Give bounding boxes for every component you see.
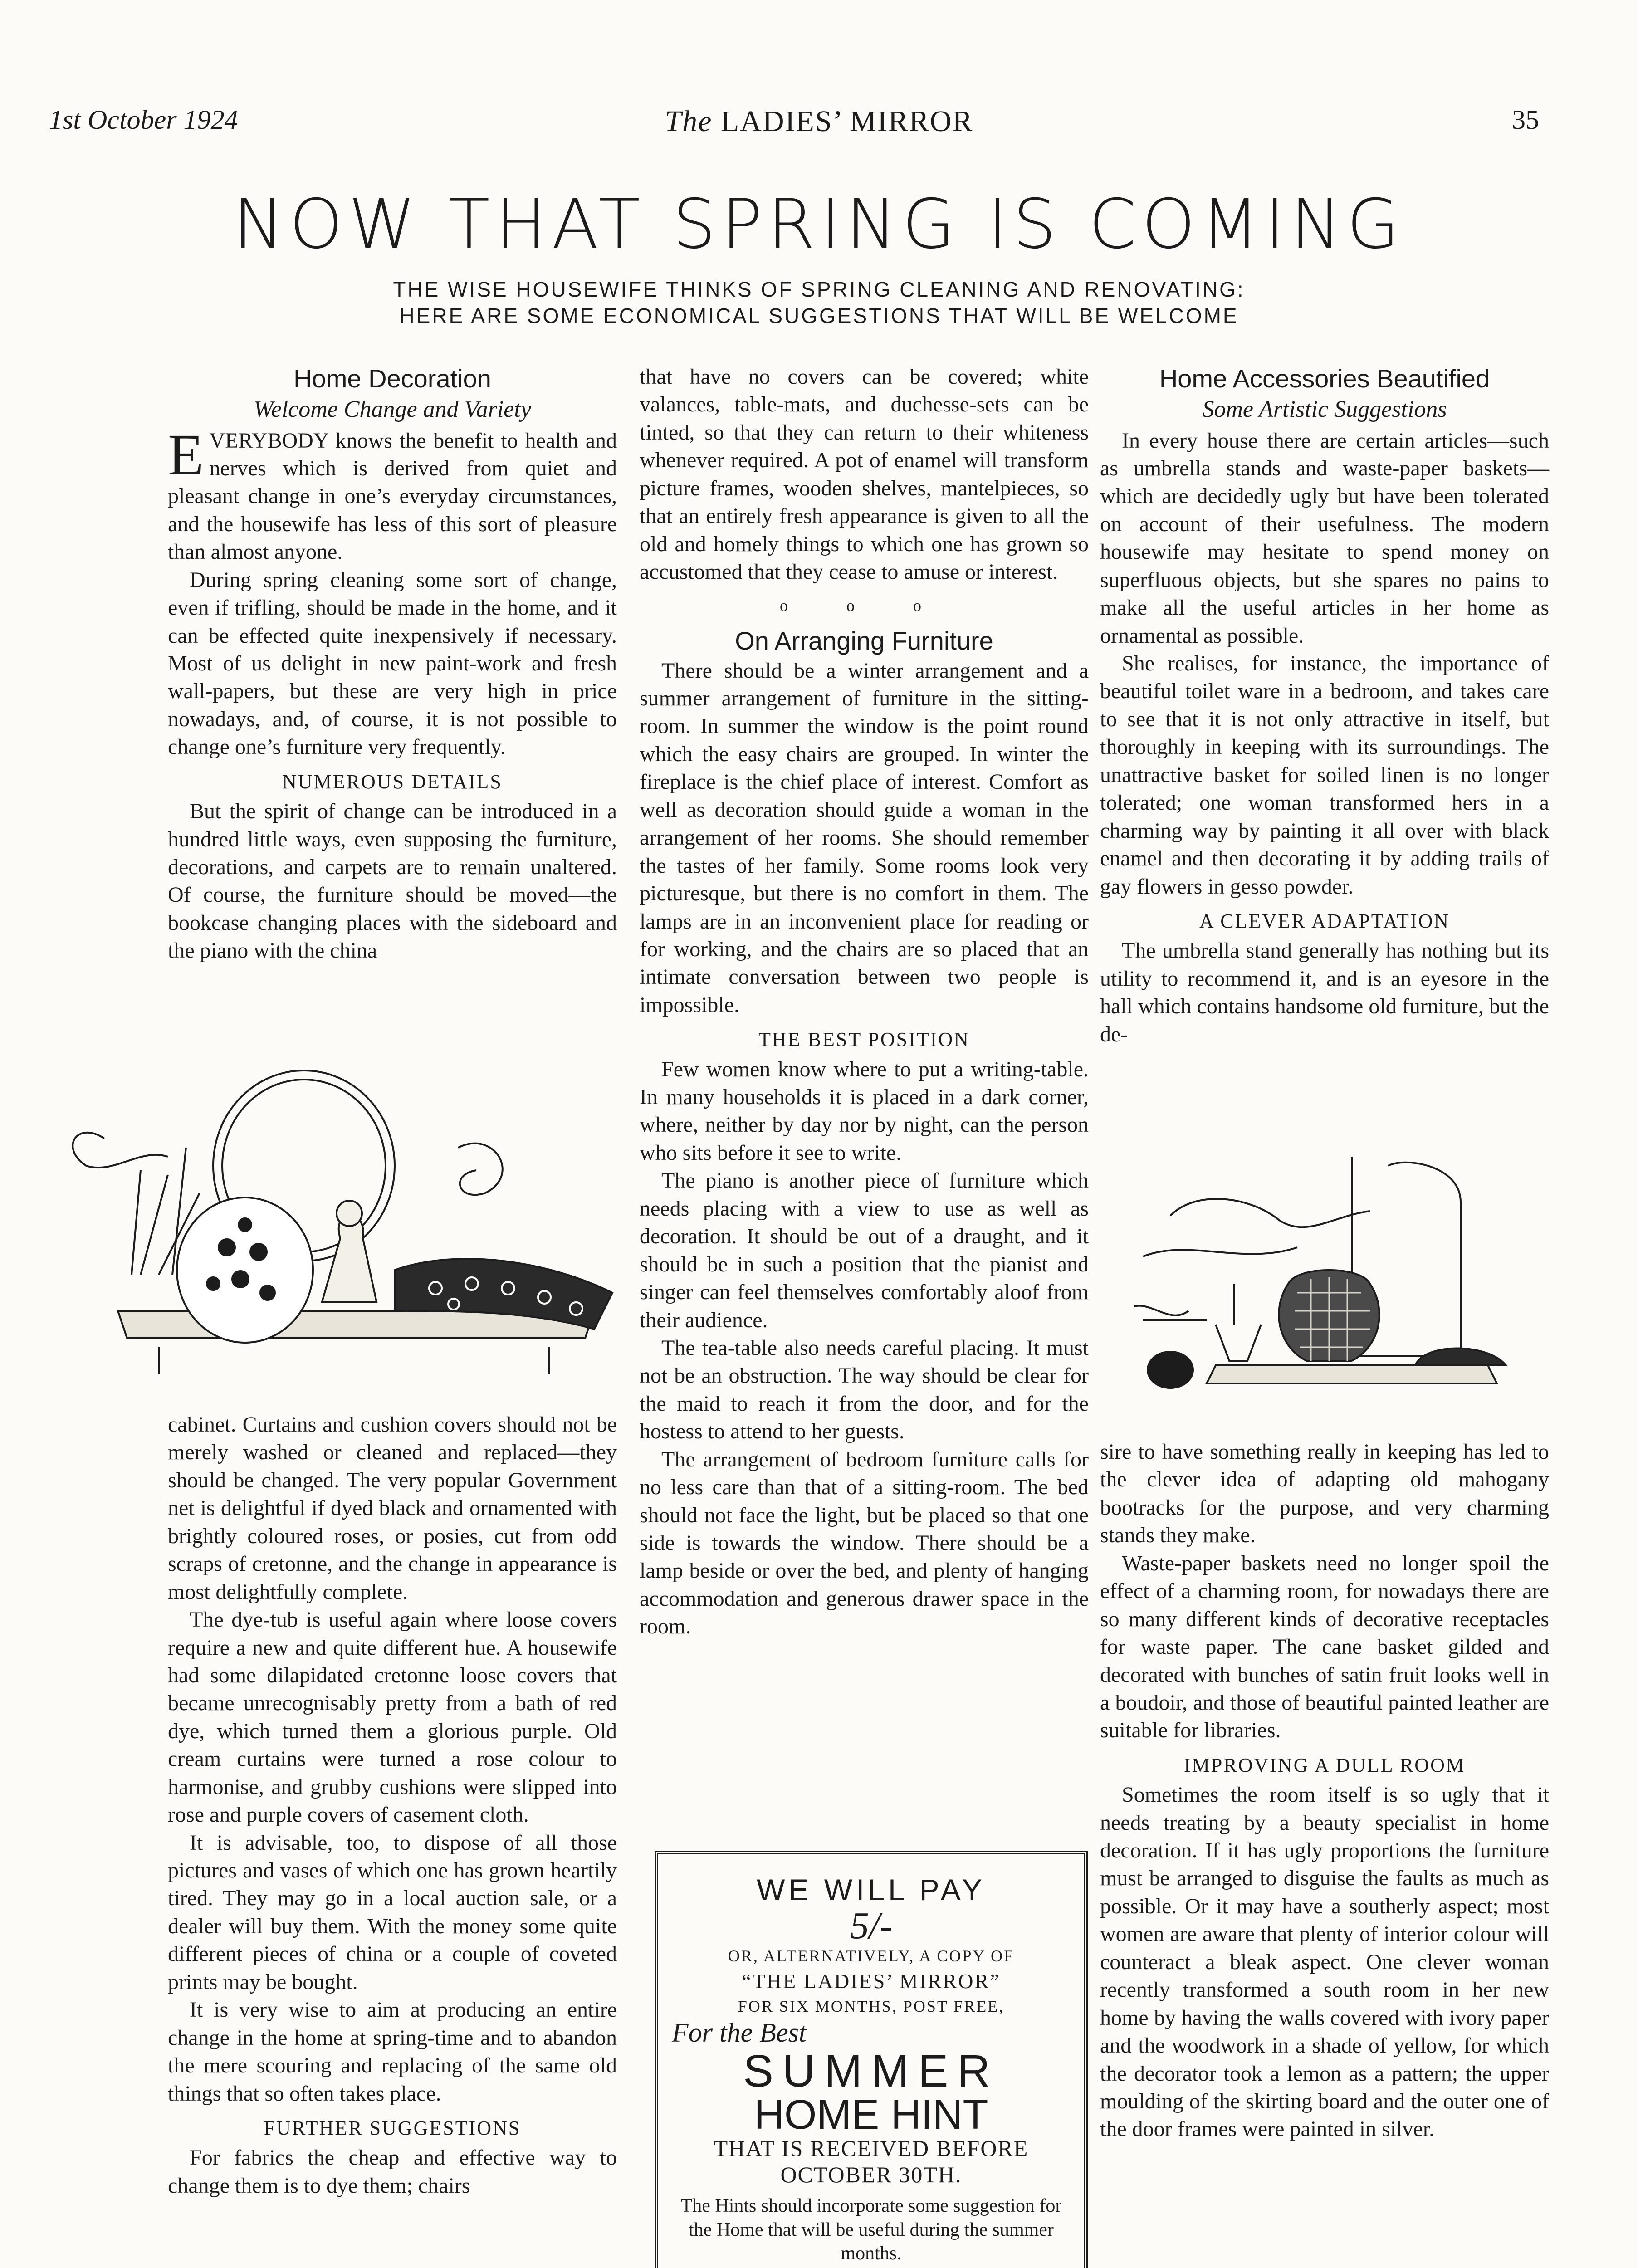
coupon-we-will-pay: WE WILL PAY (757, 1873, 986, 1906)
section-subtitle-welcome-change: Welcome Change and Variety (254, 396, 531, 422)
magazine-title (0, 104, 1638, 139)
prize-coupon-box (655, 1851, 1088, 2268)
section-ornament: o o o (780, 596, 949, 615)
paragraph: The piano is another piece of furniture which needs placing with a view to use as well as decoration. It should be out of a draught, and it should be in such a position that the pianist and singer can feel themselves comfortably aloof from their audience. (640, 1168, 1089, 1332)
column-2 (640, 363, 1089, 1641)
paragraph: But the spirit of change can be introduced in a hundred little ways, even supposing the furniture, decorations, and carpets are to remain unaltered. Of course, the furniture should be moved—the bookcase changing places with the sideboard and the piano with the china (168, 799, 617, 963)
subhead-best-position: THE BEST POSITION (758, 1028, 970, 1051)
coupon-amount: 5/- (850, 1905, 893, 1947)
paragraph: Waste-paper baskets need no longer spoil the effect of a charming room, for nowadays there are so many different kinds of decorative receptacles for waste paper. The cane basket gilded and decorated with bunches of satin fruit looks well in a boudoir, and those of beautiful painted leather are suitable for libraries. (1100, 1551, 1549, 1743)
paragraph: sire to have something really in keeping has led to the clever idea of adapting old mahogany bootracks for the purpose, and very charming stands they make. (1100, 1440, 1549, 1548)
coupon-alt-line-2: “THE LADIES’ MIRROR” (742, 1969, 1001, 1993)
deck-line-2: HERE ARE SOME ECONOMICAL SUGGESTIONS THAT WILL BE WELCOME (399, 303, 1239, 327)
coupon-note: The Hints should incorporate some suggestion for the Home that will be useful during the summer months. (680, 2195, 1062, 2264)
section-title-home-accessories: Home Accessories Beautified (1159, 364, 1490, 393)
paragraph: The umbrella stand generally has nothing but its utility to recommend it, and is an eyesore in the hall which contains handsome old furniture, but the de- (1100, 938, 1549, 1046)
drop-cap: E (168, 422, 204, 488)
deck-line-1: THE WISE HOUSEWIFE THINKS OF SPRING CLEANING AND RENOVATING: (393, 278, 1245, 301)
paragraph: There should be a winter arrangement and a summer arrangement of furniture in the sitting-room. In summer the window is the point round which the easy chairs are grouped. In winter the fireplace is the chief place of interest. Comfort as well as decoration should guide a woman in the arrangement of her rooms. She should remember the tastes of her family. Some rooms look very picturesque, but there is no comfort in them. The lamps are in an inconvenient place for reading or for working, and the chairs are so placed that an intimate conversation between two people is impossible. (640, 658, 1089, 1017)
paragraph: The dye-tub is useful again where loose covers require a new and quite different hue. A housewife had some dilapidated cretonne loose covers that became unrecognisably pretty from a bath of red dye, which turned them a glorious purple. Old cream curtains were turned a rose colour to harmonise, and grubby cushions were slipped into rose and purple covers of casement cloth. (168, 1608, 617, 1827)
paragraph: The arrangement of bedroom furniture calls for no less care than that of a sitting-room. The bed should not face the light, but be placed so that one side is towards the window. There should be a lamp beside or over the bed, and plenty of hanging accommodation and generous drawer space in the room. (640, 1447, 1089, 1639)
section-subtitle-artistic-suggestions: Some Artistic Suggestions (1202, 396, 1447, 422)
coupon-for-the-best: For the Best (672, 2018, 807, 2048)
paragraph: The tea-table also needs careful placing. It must not be an obstruction. The way should be clear for the maid to reach it from the door, and for the hostess to attend to her guests. (640, 1335, 1089, 1444)
vase-illustration (1116, 1148, 1547, 1402)
coupon-condition-2: OCTOBER 30TH. (780, 2161, 962, 2187)
subhead-improving-dull-room: IMPROVING A DULL ROOM (1184, 1754, 1465, 1776)
paragraph: It is very wise to aim at producing an entire change in the home at spring-time and to abandon the mere scouring and replacing of the same old things that so often takes place. (168, 1998, 617, 2106)
section-title-home-decoration: Home Decoration (293, 364, 491, 393)
paragraph: Few women know where to put a writing-table. In many households it is placed in a dark corner, where, neither by day nor by night, can the person who sits before it see to write. (640, 1057, 1089, 1165)
paragraph: cabinet. Curtains and cushion covers should not be merely washed or cleaned and replaced—they should be changed. The very popular Government net is delightful if dyed black and ornamented with brightly coloured roses, or posies, cut from odd scraps of cretonne, and the change in appearance is most delightfully complete. (168, 1413, 617, 1604)
column-1-top (168, 363, 617, 965)
article-deck (0, 277, 1638, 329)
still-life-illustration (50, 1057, 653, 1420)
running-head (0, 104, 1638, 141)
column-1-bottom (168, 1411, 617, 2200)
coupon-condition-1: THAT IS RECEIVED BEFORE (714, 2136, 1029, 2161)
paragraph: that have no covers can be covered; white valances, table-mats, and duchesse-sets can be tinted, so that they can return to their whiteness whenever required. A pot of enamel will transform picture frames, wooden shelves, mantelpieces, so that an entirely fresh appearance is given to all the old and homely things to which one has grown so accustomed that they cease to amuse or interest. (640, 365, 1089, 584)
paragraph: It is advisable, too, to dispose of all those pictures and vases of which one has grown heartily tired. They may go in a local auction sale, or a dealer will buy them. With the money some quite different pieces of china or a couple of coveted prints may be bought. (168, 1830, 617, 1994)
magazine-title-name: LADIES’ MIRROR (720, 105, 973, 138)
subhead-clever-adaptation: A CLEVER ADAPTATION (1199, 909, 1450, 932)
article-headline: NOW THAT SPRING IS COMING (233, 185, 1405, 264)
coupon-summer: SUMMER (743, 2046, 999, 2097)
column-3-bottom (1100, 1438, 1549, 2143)
issue-date: 1st October 1924 (49, 105, 238, 135)
paragraph: For fabrics the cheap and effective way to change them is to dye them; chairs (168, 2146, 617, 2198)
paragraph-text: VERYBODY knows the benefit to health and nerves which is derived from quiet and pleasant change in one’s everyday circumstances, and the housewife has less of this sort of pleasure than almost anyone. (168, 428, 617, 564)
coupon-alt-line-3: FOR SIX MONTHS, POST FREE, (738, 1997, 1005, 2015)
subhead-further-suggestions: FURTHER SUGGESTIONS (264, 2116, 521, 2139)
column-3-top (1100, 363, 1549, 1048)
paragraph (168, 422, 617, 566)
section-title-arranging-furniture: On Arranging Furniture (735, 626, 993, 655)
paragraph: During spring cleaning some sort of change, even if trifling, should be made in the home, and it can be effected quite inexpensively if necessary. Most of us delight in new paint-work and fresh wall-papers, but these are very high in price nowadays, and, of course, it is not possible to change one’s furniture very frequently. (168, 567, 617, 759)
page-number: 35 (1512, 105, 1539, 135)
paragraph: She realises, for instance, the importance of beautiful toilet ware in a bedroom, and takes care to see that it is not only attractive in itself, but thoroughly in keeping with its surroundings. The unattractive basket for soiled linen is no longer tolerated; one woman transformed hers in a charming way by painting it all over with black enamel and then decorating it by adding trails of gay flowers in gesso powder. (1100, 651, 1549, 899)
paragraph: Sometimes the room itself is so ugly that it needs treating by a beauty specialist in home decoration. If it has ugly proportions the furniture must be arranged to disguise the faults as much as possible. Or it may have a southerly aspect; most women are aware that plenty of interior colour will counteract a bleak aspect. One clever woman recently transformed a south room in her new home by having the walls covered with ivory paper and the woodwork in a shade of yellow, for which the decorator took a lemon as a pattern; the upper moulding of the skirting board and the outer one of the door frames were painted in silver. (1100, 1783, 1549, 2141)
coupon-alt-line-1: OR, ALTERNATIVELY, A COPY OF (728, 1947, 1015, 1965)
coupon-home-hint: HOME HINT (754, 2092, 988, 2138)
magazine-title-the: The (665, 105, 713, 138)
subhead-numerous-details: NUMEROUS DETAILS (282, 770, 503, 793)
paragraph: In every house there are certain articles—such as umbrella stands and waste-paper baskets—which are decidedly ugly but have been tolerated on account of their usefulness. The modern housewife may hesitate to spend money on superfluous objects, but she spares no pains to make all the useful articles in her home as ornamental as possible. (1100, 428, 1549, 648)
